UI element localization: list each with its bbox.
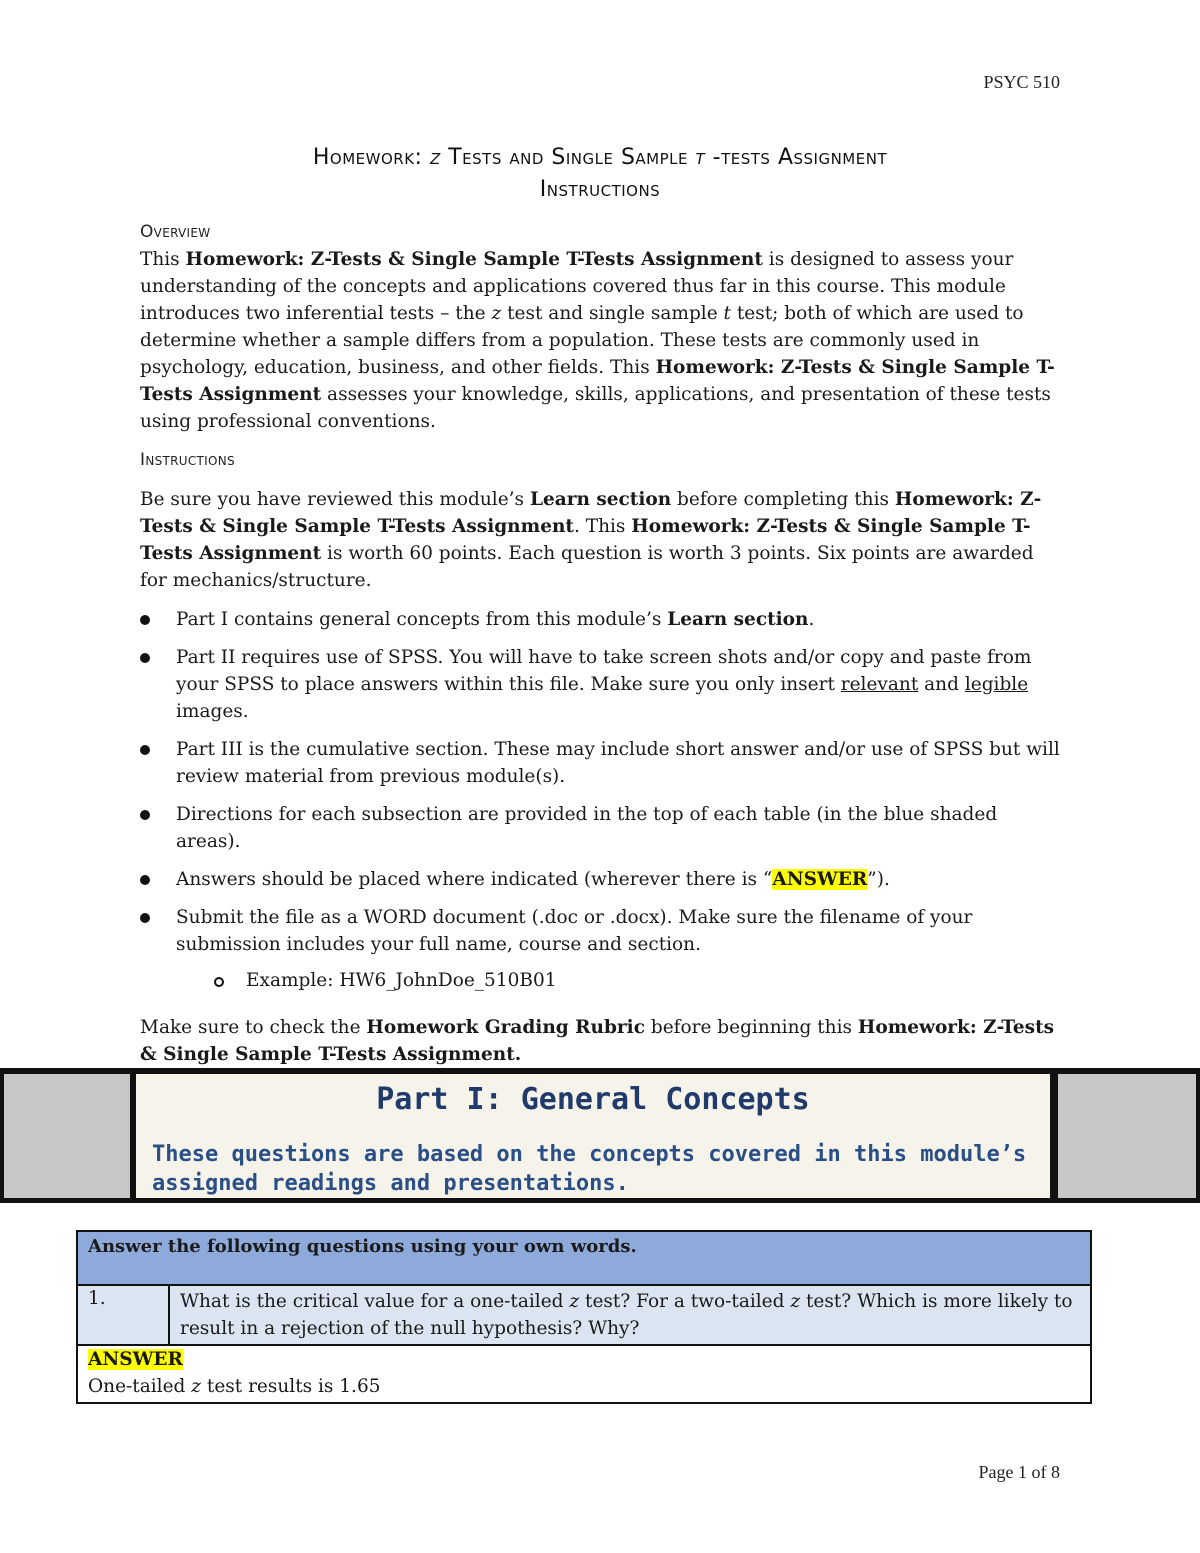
list-item: Part III is the cumulative section. These may include short answer and/or use of SPSS but will review material from previous module(s). <box>140 736 1060 790</box>
bullet-icon <box>140 875 150 885</box>
table-header-text: Answer the following questions using your own words. <box>88 1236 637 1257</box>
question-table <box>76 1230 1092 1404</box>
course-code: PSYC 510 <box>983 72 1060 92</box>
answer-label: ANSWER <box>88 1349 183 1370</box>
answer-cell[interactable]: ANSWER One-tailed z test results is 1.65 <box>88 1349 381 1397</box>
bullet-icon <box>140 810 150 820</box>
sub-list-item: Example: HW6_JohnDoe_510B01 <box>140 967 1060 994</box>
hollow-bullet-icon <box>214 977 224 987</box>
list-item: Directions for each subsection are provided in the top of each table (in the blue shaded areas). <box>140 801 1060 855</box>
question-number: 1. <box>78 1286 170 1344</box>
page-number: Page 1 of 8 <box>978 1462 1060 1482</box>
bullet-icon <box>140 745 150 755</box>
list-item: Part I contains general concepts from this module’s Learn section. <box>140 606 1060 633</box>
instructions-heading: Instructions <box>140 450 235 470</box>
bullet-icon <box>140 653 150 663</box>
table-row <box>78 1286 1090 1346</box>
banner-left-panel <box>4 1074 130 1198</box>
question-text: What is the critical value for a one-tailed z test? For a two-tailed z test? Which is more likely to result in a rejection of the null hypothesis? Why? <box>180 1291 1073 1339</box>
closing-paragraph: Make sure to check the Homework Grading Rubric before beginning this Homework: Z-Tests & Single Sample T-Tests Assignment. <box>140 1017 1055 1065</box>
page-title: Homework: z Tests and Single Sample t -tests Assignment Instructions <box>312 145 888 202</box>
bullet-icon <box>140 913 150 923</box>
instructions-list <box>140 606 1060 1005</box>
banner-right-panel <box>1058 1074 1196 1198</box>
overview-paragraph: This Homework: Z-Tests & Single Sample T-Tests Assignment is designed to assess your understanding of the concepts and applications covered thus far in this course. This module introduces two inferential tests – the z test and single sample t test; both of which are used to determine whether a sample differs from a population. These tests are commonly used in psychology, education, business, and other fields. This Homework: Z-Tests & Single Sample T-Tests Assignment assesses your knowledge, skills, applications, and presentation of these tests using professional conventions. <box>140 249 1055 432</box>
table-header <box>78 1232 1090 1286</box>
list-item: Part II requires use of SPSS. You will have to take screen shots and/or copy and paste from your SPSS to place answers within this file. Make sure you only insert relevant and legible images. <box>140 644 1060 725</box>
banner-center-panel <box>136 1074 1050 1198</box>
part-banner <box>0 1068 1200 1203</box>
instructions-paragraph: Be sure you have reviewed this module’s Learn section before completing this Homework: Z-Tests & Single Sample T-Tests Assignment. This Homework: Z-Tests & Single Sample T-Tests Assignment is worth 60 points. Each question is worth 3 points. Six points are awarded for mechanics/structure. <box>140 489 1042 591</box>
list-item: Submit the file as a WORD document (.doc or .docx). Make sure the filename of your submission includes your full name, course and section. <box>140 904 1060 958</box>
overview-heading: Overview <box>140 222 211 242</box>
answer-highlight: ANSWER <box>772 869 868 890</box>
banner-text: These questions are based on the concepts covered in this module’s assigned readings and presentations. <box>152 1142 1027 1196</box>
bullet-icon <box>140 615 150 625</box>
list-item: Answers should be placed where indicated (wherever there is “ANSWER”). <box>140 866 1060 893</box>
banner-title: Part I: General Concepts <box>376 1082 810 1117</box>
